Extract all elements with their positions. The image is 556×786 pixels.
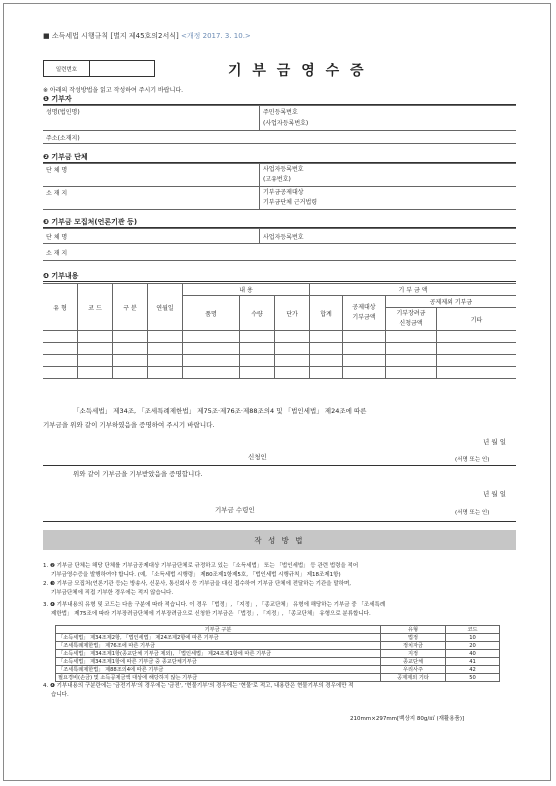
table-row[interactable] — [43, 343, 516, 355]
org-bizno-label: 사업자등록번호 — [263, 166, 304, 173]
serial-number-value[interactable] — [90, 61, 154, 76]
org-bizno-field[interactable] — [260, 164, 517, 187]
col-type-header: 유 형 — [43, 284, 78, 331]
instruction-1-line2: 기부금영수증을 발행하여야 합니다. (예, 「소득세법 시행령」 제80조제1항제5호, 「법인세법 시행규칙」 제18조제1항) — [51, 572, 341, 578]
col-deductible-label: 공제대상 — [352, 304, 376, 311]
code-value: 42 — [446, 666, 500, 674]
divider — [43, 521, 516, 522]
divider — [43, 465, 516, 466]
code-head-code: 코드 — [446, 626, 500, 634]
collector-bizno-field[interactable] — [260, 229, 517, 244]
section-org — [43, 163, 516, 210]
recipient-sign[interactable]: (서명 또는 인) — [455, 510, 490, 516]
applicant-label: 신청인 — [248, 453, 267, 461]
collector-address-field[interactable] — [43, 244, 516, 261]
page-title: 기 부 금 영 수 증 — [228, 63, 367, 79]
instructions-heading: 작 성 방 법 — [43, 530, 516, 550]
table-row — [56, 634, 500, 642]
code-value: 40 — [446, 650, 500, 658]
instruction-4-line1: 4. ❹ 기부내용의 구분란에는 '금전기부'의 경우에는 '금전', '현물기부'의 경우에는 '현물'로 적고, 내용란은 현물기부의 경우에만 적 — [43, 683, 354, 689]
code-value: 50 — [446, 674, 500, 682]
recipient-label: 기부금 수령인 — [215, 506, 255, 514]
section-donation — [43, 283, 516, 379]
donor-name-label: 성명(법인명) — [46, 109, 80, 116]
section-collector-heading: ❸ 기부금 모집처(언론기관 등) — [43, 218, 516, 228]
code-value: 10 — [446, 634, 500, 642]
col-qty-header: 수량 — [240, 296, 275, 331]
table-row — [56, 650, 500, 658]
code-kind: 법정 — [381, 634, 446, 642]
col-deductible-label2: 기부금액 — [352, 314, 376, 321]
collector-bizno-label: 사업자등록번호 — [263, 233, 304, 241]
col-refund-header — [386, 308, 437, 331]
code-kind: 지정 — [381, 650, 446, 658]
code-kind: 우리사주 — [381, 666, 446, 674]
donor-id-field[interactable] — [260, 106, 517, 131]
instruction-item-4 — [43, 682, 516, 700]
section-org-heading: ❷ 기부금 단체 — [43, 153, 516, 163]
col-date-header: 연월일 — [148, 284, 183, 331]
code-value: 41 — [446, 658, 500, 666]
donor-id-label: 주민등록번호 — [263, 109, 298, 116]
section-donor — [43, 105, 516, 144]
table-row[interactable] — [43, 331, 516, 343]
instruction-4-line2: 습니다. — [51, 692, 69, 698]
statement-request — [43, 405, 516, 418]
serial-number-box — [43, 60, 155, 77]
org-basis-field[interactable] — [260, 187, 517, 210]
statement-receipt: 위와 같이 기부금을 기부받았음을 증명합니다. — [73, 470, 203, 478]
table-row — [56, 642, 500, 650]
org-basis-sublabel: 기부금단체 근거법령 — [263, 199, 318, 206]
statement-receipt-date: 년 월 일 — [483, 490, 506, 498]
col-item-header: 품명 — [183, 296, 240, 331]
code-kind: 정치자금 — [381, 642, 446, 650]
col-amount-header: 기 부 금 액 — [310, 284, 517, 296]
form-header — [43, 31, 251, 41]
code-desc: 「조세특례제한법」 제88조의4에 따른 기부금 — [56, 666, 381, 674]
table-row — [56, 674, 500, 682]
code-desc: 「소득세법」 제34조제1항에 따른 기부금 중 종교단체기부금 — [56, 658, 381, 666]
section-donation-heading: ❹ 기부내용 — [43, 272, 516, 282]
section-collector — [43, 228, 516, 261]
org-address-field[interactable] — [43, 187, 260, 210]
serial-number-label: 일련번호 — [44, 61, 90, 76]
collector-name-field[interactable] — [43, 229, 260, 244]
code-head-kind: 유형 — [381, 626, 446, 634]
org-name-label: 단 체 명 — [46, 167, 68, 174]
donor-id-sublabel: (사업자등록번호) — [263, 120, 309, 127]
code-value: 20 — [446, 642, 500, 650]
code-kind: 종교단체 — [381, 658, 446, 666]
statement-request-line1: 「소득세법」 제34조, 「조세특례제한법」 제75조·제76조·제88조의4 및 「법인세법」 제24조에 따른 — [73, 407, 367, 415]
org-basis-label: 기부금공제대상 — [263, 189, 304, 196]
code-desc: 필요경비(손금) 및 소득공제금액 대상에 해당하지 않는 기부금 — [56, 674, 381, 682]
table-row[interactable] — [43, 367, 516, 379]
applicant-sign[interactable]: (서명 또는 인) — [455, 457, 490, 463]
table-row[interactable] — [43, 355, 516, 367]
code-desc: 「소득세법」 제34조제1항(종교단체 기부금 제외), 「법인세법」 제24조제1항에 따른 기부금 — [56, 650, 381, 658]
instruction-2-line1: 2. ❸ 기부금 모집처(언론기관 등)는 방송사, 신문사, 통신회사 등 기부금을 대신 접수하여 기부금 단체에 전달하는 기관을 말하며, — [43, 581, 352, 587]
donor-name-field[interactable] — [43, 106, 260, 131]
code-desc: 「조세특례제한법」 제76조에 따른 기부금 — [56, 642, 381, 650]
donor-address-label: 주소(소재지) — [46, 134, 80, 142]
form-rule-label: ■ 소득세법 시행규칙 [별지 제45호의2서식] — [43, 32, 179, 40]
instruction-3-line1: 3. ❹ 기부내용의 유형 및 코드는 다음 구분에 따라 적습니다. 이 경우 「법정」, 「지정」, 「종교단체」 유형에 해당하는 기부금 중 「조세특례 — [43, 602, 386, 608]
col-excluded-header: 공제제외 기부금 — [386, 296, 517, 308]
instruction-1-line1: 1. ❷ 기부금 단체는 해당 단체를 기부금공제대상 기부금단체로 규정하고 있는 「소득세법」 또는 「법인세법」 등 관련 법령을 적어 — [43, 563, 359, 569]
table-row — [56, 658, 500, 666]
col-other-header: 기타 — [437, 308, 517, 331]
col-content-header: 내 용 — [183, 284, 310, 296]
col-code-header: 코 드 — [78, 284, 113, 331]
instruction-note: ※ 아래의 작성방법을 읽고 작성하여 주시기 바랍니다. — [43, 87, 184, 94]
col-refund-label: 기부장려금 — [396, 310, 426, 317]
table-row — [56, 666, 500, 674]
org-name-field[interactable] — [43, 164, 260, 187]
statement-request-line2: 기부금을 위와 같이 기부하였음을 증명하여 주시기 바랍니다. — [43, 421, 215, 429]
form-revision-label: <개정 2017. 3. 10.> — [181, 32, 251, 40]
col-total-header: 합계 — [310, 296, 343, 331]
code-kind: 공제제외 기타 — [381, 674, 446, 682]
instruction-2-line2: 기부금단체에 직접 기부한 경우에는 적지 않습니다. — [51, 590, 174, 596]
paper-spec-footer: 210mm×297mm[백상지 80g/㎡ (재활용품)] — [350, 716, 465, 722]
donor-address-field[interactable] — [43, 131, 516, 144]
donation-table — [43, 283, 516, 379]
code-table — [55, 625, 500, 682]
code-desc: 「소득세법」 제34조제2항, 「법인세법」 제24조제2항에 따른 기부금 — [56, 634, 381, 642]
code-head-type: 기부금 구분 — [56, 626, 381, 634]
col-refund-label2: 신청금액 — [399, 320, 423, 327]
collector-address-label: 소 재 지 — [46, 249, 68, 257]
instruction-3-line2: 제한법」 제75조에 따라 기부장려금단체에 기부장려금으로 신청한 기부금은 「법정」, 「지정」, 「종교단체」 유형으로 분류합니다. — [51, 611, 371, 617]
collector-name-label: 단 체 명 — [46, 233, 68, 241]
col-deductible-header — [343, 296, 386, 331]
org-bizno-sublabel: (고유번호) — [263, 176, 291, 183]
section-donor-heading: ❶ 기부자 — [43, 95, 516, 105]
col-kind-header: 구 분 — [113, 284, 148, 331]
statement-request-date: 년 월 일 — [483, 438, 506, 446]
instruction-item-1 — [43, 562, 516, 619]
col-price-header: 단가 — [275, 296, 310, 331]
org-address-label: 소 재 지 — [46, 190, 68, 197]
